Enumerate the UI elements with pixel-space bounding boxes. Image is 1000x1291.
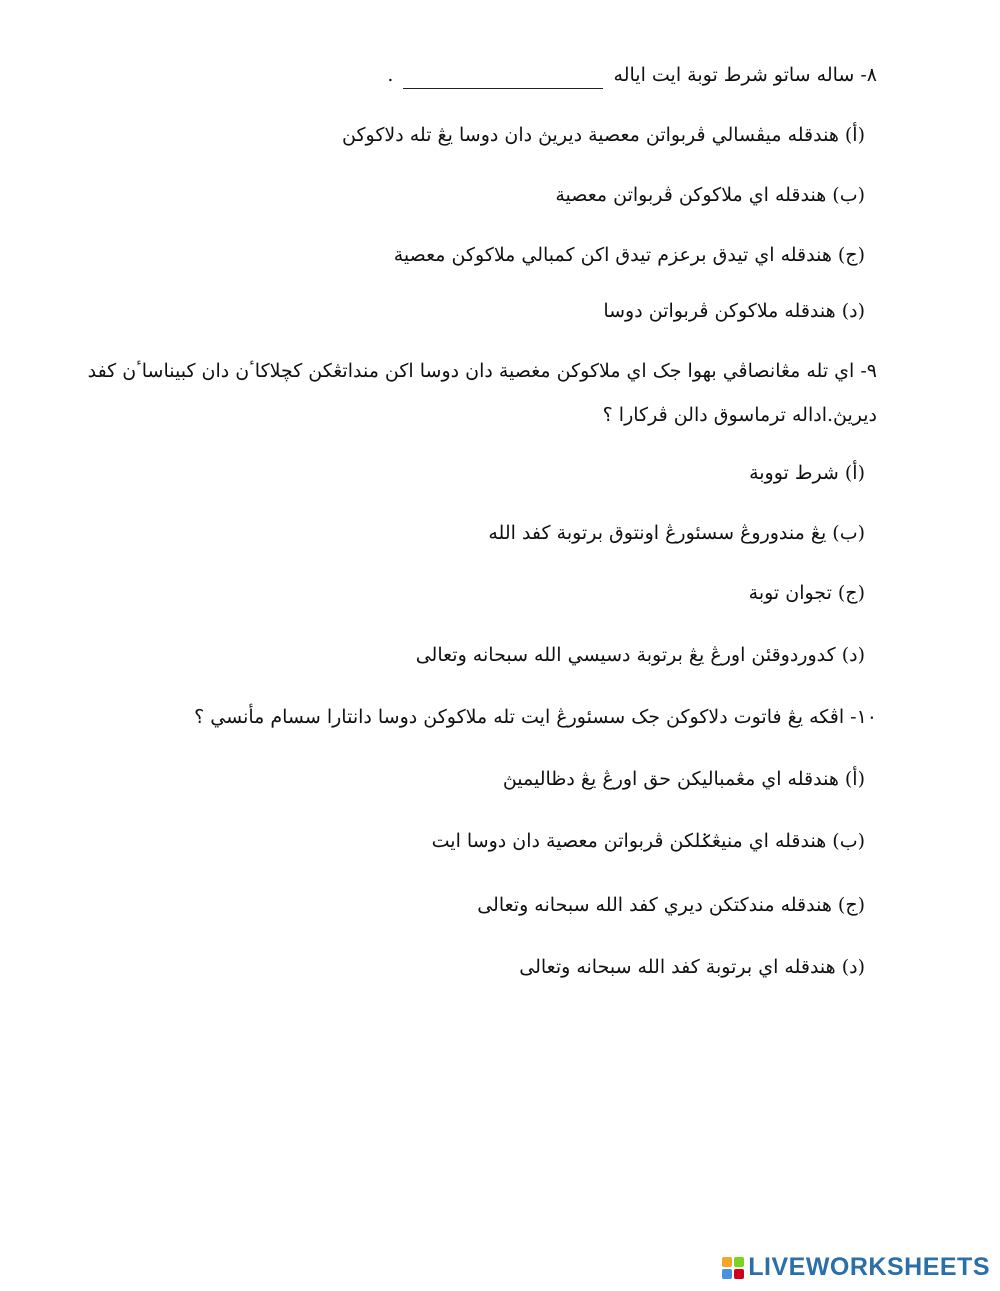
logo-square-1 — [722, 1257, 732, 1267]
logo-square-4 — [734, 1269, 744, 1279]
question-10-option-c[interactable]: (ج) هندقله مندکتکن ديري کفد الله سبحانه وتعالى — [477, 894, 865, 916]
logo-square-2 — [734, 1257, 744, 1267]
question-8-option-c[interactable]: (ج) هندقله اي تيدق برعزم تيدق اکن کمبالي ملاکوکن معصية — [393, 244, 865, 266]
question-8-answer-blank[interactable] — [403, 66, 603, 89]
question-9-option-a[interactable]: (أ) شرط تووبة — [749, 462, 865, 484]
liveworksheets-logo — [722, 1253, 990, 1282]
liveworksheets-brand-text: LIVEWORKSHEETS — [748, 1253, 990, 1281]
question-8-stem — [387, 60, 877, 90]
question-8-option-a[interactable]: (أ) هندقله ميڤسالي ڤربواتن معصية ديريڽ دان دوسا يڠ تله دلاکوکن — [342, 124, 865, 146]
question-10-option-b[interactable]: (ب) هندقله اي منيڠݢلکن ڤربواتن معصية دان دوسا ايت — [431, 830, 865, 852]
question-9-option-d[interactable]: (د) کدوردوقئن اورڠ يڠ برتوبة دسيسي الله سبحانه وتعالى — [415, 644, 865, 666]
logo-square-3 — [722, 1269, 732, 1279]
question-9-stem-line1: ٩- اي تله مڠانصاڤي بهوا جک اي ملاکوکن مغصية دان دوسا اکن منداتڠکن کچلاکاٴن دان کبيناساٴن کفد — [87, 360, 877, 382]
question-9-option-b[interactable]: (ب) يڠ مندوروڠ سسئورڠ اونتوق برتوبة کفد الله — [488, 522, 865, 544]
question-8-option-d[interactable]: (د) هندقله ملاکوکن ڤربواتن دوسا — [603, 300, 865, 322]
question-9-stem-line2: ديريڽ.اداله ترماسوق دالن ڤرکارا ؟ — [602, 404, 877, 426]
question-10-stem: ١٠- اڤکه يڠ فاتوت دلاکوکن جک سسئورڠ ايت تله ملاکوکن دوسا دانتارا سسام مأنسي ؟ — [194, 706, 877, 728]
question-8-text: ٨- ساله ساتو شرط توبة ايت اياله — [613, 64, 877, 86]
question-10-option-a[interactable]: (أ) هندقله اي مڠمباليکن حق اورڠ يڠ دظاليميڽ — [502, 768, 865, 790]
question-9-option-c[interactable]: (ج) تجوان توبة — [748, 582, 865, 604]
question-8-option-b[interactable]: (ب) هندقله اي ملاکوکن ڤربواتن معصية — [555, 184, 865, 206]
liveworksheets-logo-icon — [722, 1257, 744, 1279]
question-10-option-d[interactable]: (د) هندقله اي برتوبة کفد الله سبحانه وتعالى — [519, 956, 865, 978]
question-8-period: . — [387, 64, 394, 86]
